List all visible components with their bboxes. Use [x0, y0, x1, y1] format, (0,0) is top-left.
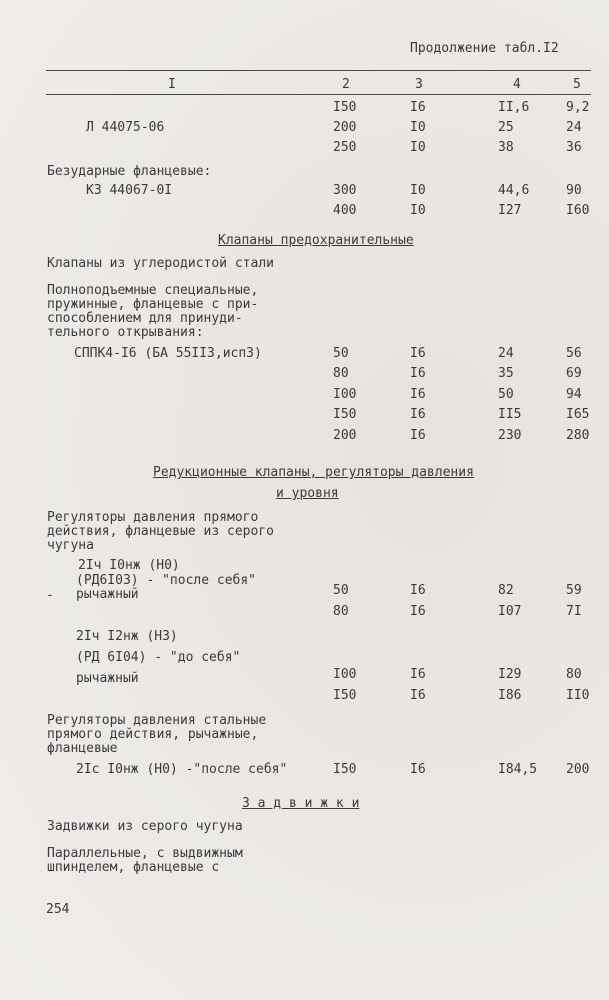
cell: (РД6I03) - "после себя" [76, 573, 257, 588]
cell: I6 [410, 428, 426, 443]
cell: 69 [566, 366, 582, 381]
cell: I6 [410, 762, 426, 777]
cell: 7I [566, 604, 582, 619]
page-number: 254 [46, 902, 70, 917]
cell: I0 [410, 183, 426, 198]
cell: Регуляторы давления стальные [47, 713, 267, 728]
cell: 25 [498, 120, 514, 135]
cell: I50 [333, 407, 357, 422]
cell: Клапаны из углеродистой стали [47, 256, 274, 271]
col-header-2: 2 [342, 77, 350, 92]
cell: I27 [498, 203, 522, 218]
cell: Задвижки из серого чугуна [47, 819, 243, 834]
cell: 50 [333, 583, 349, 598]
cell: 2Iч I2нж (НЗ) [76, 629, 178, 644]
cell: I6 [410, 346, 426, 361]
cell: 24 [566, 120, 582, 135]
cell: тельного открывания: [47, 325, 204, 340]
dash-mark: - [46, 588, 54, 603]
cell: 59 [566, 583, 582, 598]
cell: II5 [498, 407, 522, 422]
cell: 90 [566, 183, 582, 198]
continuation-label: Продолжение табл.I2 [410, 41, 559, 56]
cell: Л 44075-06 [86, 120, 165, 135]
cell: I6 [410, 407, 426, 422]
cell: I00 [333, 667, 357, 682]
cell: 50 [498, 387, 514, 402]
cell: I00 [333, 387, 357, 402]
cell: 94 [566, 387, 582, 402]
cell: I50 [333, 688, 357, 703]
section-heading: Редукционные клапаны, регуляторы давления [153, 465, 474, 480]
cell: Параллельные, с выдвижным [47, 846, 243, 861]
table-top-rule [46, 70, 591, 71]
cell: I6 [410, 583, 426, 598]
cell: действия, фланцевые из серого [47, 524, 274, 539]
cell: 230 [498, 428, 522, 443]
cell: I6 [410, 387, 426, 402]
col-header-1: I [168, 77, 176, 92]
cell: 400 [333, 203, 357, 218]
cell: I84,5 [498, 762, 538, 777]
cell: II,6 [498, 100, 530, 115]
cell: 38 [498, 140, 514, 155]
cell: I0 [410, 120, 426, 135]
col-header-3: 3 [415, 77, 423, 92]
cell: I6 [410, 604, 426, 619]
cell: 2Iч I0нж (Н0) [78, 558, 180, 573]
cell: I50 [333, 762, 357, 777]
cell: II0 [566, 688, 590, 703]
cell: I60 [566, 203, 590, 218]
cell: 300 [333, 183, 357, 198]
cell: СППК4-I6 (БА 55II3,исп3) [74, 346, 262, 361]
cell: I65 [566, 407, 590, 422]
cell: 56 [566, 346, 582, 361]
section-heading: З а д в и ж к и [242, 796, 360, 811]
cell: 200 [333, 120, 357, 135]
cell: I07 [498, 604, 522, 619]
cell: I29 [498, 667, 522, 682]
table-header-rule [46, 94, 591, 95]
cell: КЗ 44067-0I [86, 183, 173, 198]
cell: Полноподъемные специальные, [47, 283, 259, 298]
cell: фланцевые [47, 741, 118, 756]
cell: рычажный [76, 587, 139, 602]
cell: I6 [410, 667, 426, 682]
cell: пружинные, фланцевые с при- [47, 297, 259, 312]
section-heading: Клапаны предохранительные [218, 233, 414, 248]
cell: рычажный [76, 671, 139, 686]
cell: 35 [498, 366, 514, 381]
cell: 2Iс I0нж (Н0) -"после себя" [76, 762, 288, 777]
cell: 82 [498, 583, 514, 598]
cell: 24 [498, 346, 514, 361]
cell: 36 [566, 140, 582, 155]
cell: 200 [333, 428, 357, 443]
section-heading: и уровня [276, 486, 339, 501]
cell: I86 [498, 688, 522, 703]
cell: способлением для принуди- [47, 311, 243, 326]
cell: 80 [566, 667, 582, 682]
cell: (РД 6I04) - "до себя" [76, 650, 241, 665]
cell: I50 [333, 100, 357, 115]
cell: прямого действия, рычажные, [47, 727, 259, 742]
cell: чугуна [47, 538, 94, 553]
cell: 80 [333, 604, 349, 619]
cell: I6 [410, 366, 426, 381]
cell: 250 [333, 140, 357, 155]
cell: Безударные фланцевые: [47, 164, 212, 179]
cell: Регуляторы давления прямого [47, 510, 259, 525]
cell: 44,6 [498, 183, 530, 198]
cell: I0 [410, 203, 426, 218]
cell: I6 [410, 100, 426, 115]
cell: 50 [333, 346, 349, 361]
cell: 80 [333, 366, 349, 381]
col-header-5: 5 [573, 77, 581, 92]
cell: 200 [566, 762, 590, 777]
cell: шпинделем, фланцевые с [47, 860, 220, 875]
cell: I0 [410, 140, 426, 155]
cell: I6 [410, 688, 426, 703]
col-header-4: 4 [513, 77, 521, 92]
cell: 9,2 [566, 100, 590, 115]
cell: 280 [566, 428, 590, 443]
